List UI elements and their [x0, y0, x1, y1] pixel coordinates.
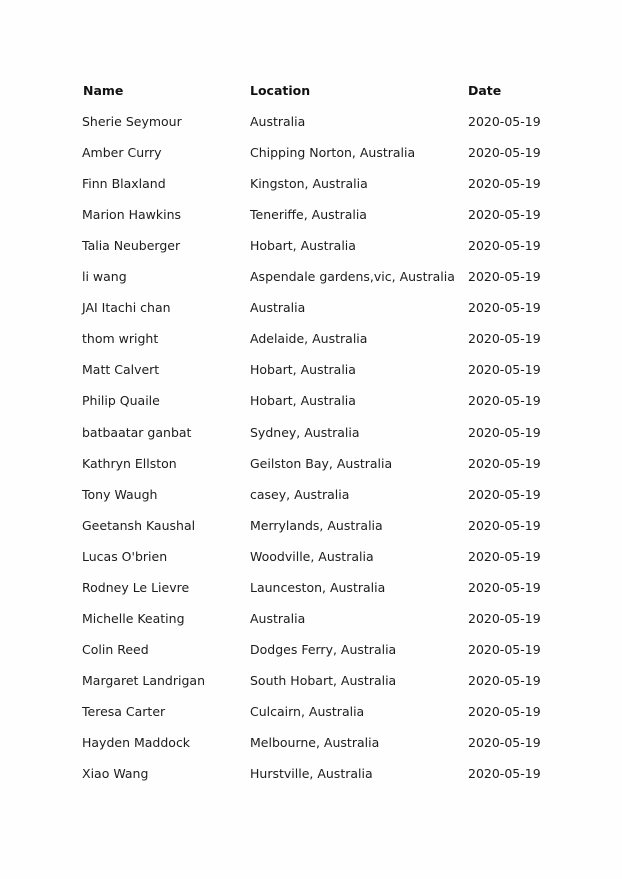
table-row [0, 482, 622, 513]
location-cell: Adelaide, Australia [250, 331, 368, 347]
location-cell: Hobart, Australia [250, 238, 356, 254]
location-cell: Hobart, Australia [250, 393, 356, 409]
location-cell: Hurstville, Australia [250, 766, 373, 782]
date-cell: 2020-05-19 [468, 610, 541, 626]
date-cell: 2020-05-19 [468, 114, 541, 129]
table-row [0, 171, 622, 202]
date-cell: 2020-05-19 [468, 269, 541, 285]
name-cell: Xiao Wang [82, 766, 149, 782]
name-cell: Marion Hawkins [82, 207, 182, 223]
name-cell: JAI Itachi chan [82, 300, 171, 316]
name-cell: Tony Waugh [82, 486, 158, 502]
table-row [0, 357, 622, 388]
location-cell: Launceston, Australia [250, 579, 386, 595]
table-row [0, 513, 622, 544]
name-cell: Kathryn Ellston [82, 455, 177, 471]
name-cell: Margaret Landrigan [82, 672, 205, 688]
date-cell: 2020-05-19 [468, 486, 541, 502]
date-cell: 2020-05-19 [468, 735, 541, 750]
location-cell: Sydney, Australia [250, 424, 360, 440]
date-cell: 2020-05-19 [468, 207, 541, 223]
table-row [0, 699, 622, 730]
location-cell: Australia [250, 114, 306, 129]
date-cell: 2020-05-19 [468, 455, 541, 471]
name-cell: Amber Curry [82, 145, 162, 161]
name-cell: Hayden Maddock [82, 735, 191, 750]
date-cell: 2020-05-19 [468, 672, 541, 688]
header-name: Name [83, 83, 124, 98]
location-cell: Hobart, Australia [250, 362, 356, 378]
name-cell: Matt Calvert [82, 362, 160, 378]
location-cell: Merrylands, Australia [250, 517, 383, 533]
location-cell: Melbourne, Australia [250, 735, 380, 750]
location-cell: Australia [250, 610, 306, 626]
table-row [0, 233, 622, 264]
date-cell: 2020-05-19 [468, 393, 541, 409]
location-cell: casey, Australia [250, 486, 350, 502]
location-cell: Aspendale gardens,vic, Australia [250, 269, 455, 285]
location-cell: Geilston Bay, Australia [250, 455, 393, 471]
location-cell: Chipping Norton, Australia [250, 145, 416, 161]
date-cell: 2020-05-19 [468, 362, 541, 378]
table-header [0, 78, 622, 109]
date-cell: 2020-05-19 [468, 766, 541, 782]
table-row [0, 606, 622, 637]
name-cell: Talia Neuberger [82, 238, 181, 254]
table-row [0, 668, 622, 699]
table-row [0, 420, 622, 451]
table-row [0, 544, 622, 575]
header-date: Date [468, 83, 502, 98]
name-cell: Geetansh Kaushal [82, 517, 196, 533]
date-cell: 2020-05-19 [468, 176, 541, 192]
name-cell: Rodney Le Lievre [82, 579, 190, 595]
name-cell: Finn Blaxland [82, 176, 166, 192]
location-cell: Australia [250, 300, 306, 316]
date-cell: 2020-05-19 [468, 145, 541, 161]
location-cell: Woodville, Australia [250, 548, 374, 564]
location-cell: South Hobart, Australia [250, 672, 397, 688]
date-cell: 2020-05-19 [468, 238, 541, 254]
date-cell: 2020-05-19 [468, 300, 541, 316]
date-cell: 2020-05-19 [468, 641, 541, 657]
table-row [0, 575, 622, 606]
date-cell: 2020-05-19 [468, 579, 541, 595]
location-cell: Culcairn, Australia [250, 703, 365, 719]
table-row [0, 388, 622, 419]
date-cell: 2020-05-19 [468, 517, 541, 533]
table-row [0, 140, 622, 171]
name-cell: Colin Reed [82, 641, 149, 657]
name-cell: Teresa Carter [82, 703, 166, 719]
table-row [0, 451, 622, 482]
name-cell: thom wright [82, 331, 159, 347]
table-row [0, 730, 622, 761]
table-row [0, 202, 622, 233]
table-row [0, 326, 622, 357]
table-row [0, 109, 622, 140]
date-cell: 2020-05-19 [468, 548, 541, 564]
table-row [0, 637, 622, 668]
table-row [0, 295, 622, 326]
name-cell: Michelle Keating [82, 610, 185, 626]
date-cell: 2020-05-19 [468, 703, 541, 719]
date-cell: 2020-05-19 [468, 331, 541, 347]
header-location: Location [250, 83, 311, 98]
table-row [0, 264, 622, 295]
name-cell: Philip Quaile [82, 393, 160, 409]
name-cell: Lucas O'brien [82, 548, 168, 564]
name-cell: Sherie Seymour [82, 114, 182, 129]
location-cell: Teneriffe, Australia [250, 207, 367, 223]
table-row [0, 761, 622, 792]
name-cell: batbaatar ganbat [82, 424, 192, 440]
location-cell: Kingston, Australia [250, 176, 368, 192]
location-cell: Dodges Ferry, Australia [250, 641, 397, 657]
name-cell: li wang [82, 269, 127, 285]
date-cell: 2020-05-19 [468, 424, 541, 440]
